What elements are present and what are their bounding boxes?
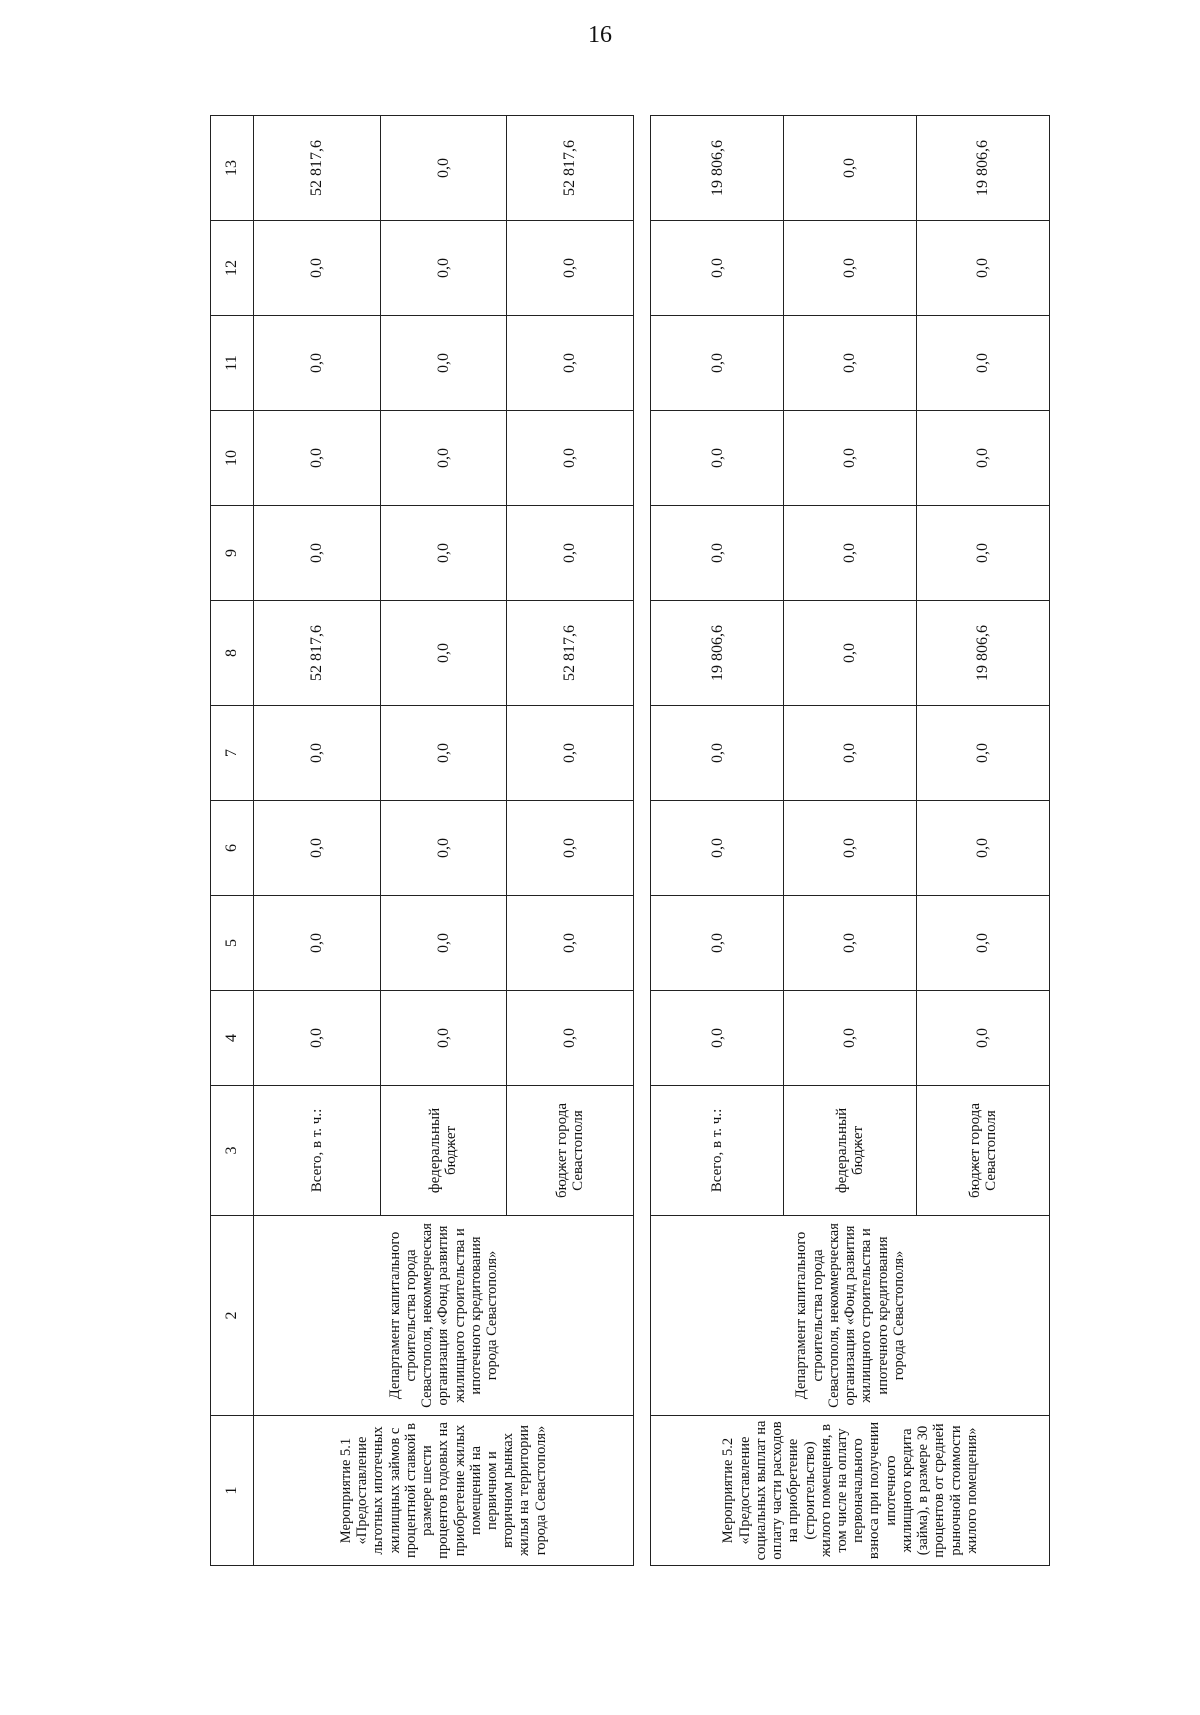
value-cell: 0,0: [651, 411, 784, 506]
value-cell: 0,0: [380, 411, 507, 506]
funding-source: бюджет города Севастополя: [507, 1086, 634, 1216]
value-cell: 52 817,6: [507, 116, 634, 221]
value-cell: 0,0: [254, 506, 381, 601]
value-cell: 0,0: [784, 411, 917, 506]
value-cell: 0,0: [380, 801, 507, 896]
value-cell: 0,0: [917, 991, 1050, 1086]
value-cell: 0,0: [784, 221, 917, 316]
executor-organization: Департамент капитального строительства города Севастополя, некоммерческая организация «Фонд развития жилищного строительства и ипотечного кредитования города Севастополя»: [651, 1216, 1050, 1416]
column-header: 9: [211, 506, 254, 601]
value-cell: 0,0: [917, 221, 1050, 316]
rotated-table-container: [210, 116, 1050, 1566]
column-header: 11: [211, 316, 254, 411]
column-header: 3: [211, 1086, 254, 1216]
value-cell: 0,0: [507, 411, 634, 506]
value-cell: 0,0: [651, 221, 784, 316]
value-cell: 0,0: [651, 896, 784, 991]
funding-table: [210, 115, 1050, 1566]
value-cell: 0,0: [784, 706, 917, 801]
value-cell: 0,0: [380, 506, 507, 601]
column-header: 10: [211, 411, 254, 506]
value-cell: 19 806,6: [651, 601, 784, 706]
value-cell: 0,0: [651, 801, 784, 896]
value-cell: 0,0: [254, 316, 381, 411]
column-header: 4: [211, 991, 254, 1086]
value-cell: 0,0: [507, 316, 634, 411]
value-cell: 0,0: [254, 991, 381, 1086]
value-cell: 0,0: [254, 801, 381, 896]
value-cell: 0,0: [917, 896, 1050, 991]
value-cell: 52 817,6: [254, 601, 381, 706]
value-cell: 52 817,6: [507, 601, 634, 706]
value-cell: 0,0: [254, 706, 381, 801]
separator-cell: [633, 116, 651, 1566]
value-cell: 0,0: [784, 506, 917, 601]
table-row: [651, 116, 784, 1566]
value-cell: 0,0: [507, 706, 634, 801]
value-cell: 19 806,6: [917, 601, 1050, 706]
funding-source: федеральный бюджет: [380, 1086, 507, 1216]
value-cell: 0,0: [507, 896, 634, 991]
funding-source: федеральный бюджет: [784, 1086, 917, 1216]
value-cell: 0,0: [917, 801, 1050, 896]
value-cell: 0,0: [507, 801, 634, 896]
value-cell: 0,0: [784, 801, 917, 896]
value-cell: 0,0: [651, 316, 784, 411]
value-cell: 0,0: [784, 116, 917, 221]
value-cell: 0,0: [507, 221, 634, 316]
value-cell: 0,0: [917, 706, 1050, 801]
column-header: 1: [211, 1416, 254, 1566]
value-cell: 0,0: [380, 896, 507, 991]
table-body: [254, 116, 1050, 1566]
executor-organization: Департамент капитального строительства города Севастополя, некоммерческая организация «Фонд развития жилищного строительства и ипотечного кредитования города Севастополя»: [254, 1216, 634, 1416]
table-row: [254, 116, 381, 1566]
value-cell: 0,0: [380, 601, 507, 706]
value-cell: 0,0: [651, 991, 784, 1086]
column-header: 5: [211, 896, 254, 991]
column-header: 7: [211, 706, 254, 801]
measure-description: Мероприятие 5.1 «Предоставление льготных ипотечных жилищных займов с процентной ставкой в размере шести процентов годовых на приобретение жилых помещений на первичном и вторичном рынках жилья на территории города Севастополя»: [254, 1416, 634, 1566]
value-cell: 0,0: [651, 506, 784, 601]
value-cell: 0,0: [917, 316, 1050, 411]
value-cell: 0,0: [507, 991, 634, 1086]
value-cell: 0,0: [254, 896, 381, 991]
value-cell: 0,0: [651, 706, 784, 801]
value-cell: 0,0: [784, 991, 917, 1086]
value-cell: 19 806,6: [651, 116, 784, 221]
value-cell: 0,0: [380, 706, 507, 801]
column-header: 12: [211, 221, 254, 316]
value-cell: 0,0: [917, 411, 1050, 506]
value-cell: 19 806,6: [917, 116, 1050, 221]
value-cell: 52 817,6: [254, 116, 381, 221]
value-cell: 0,0: [784, 316, 917, 411]
funding-source: Всего, в т. ч.:: [254, 1086, 381, 1216]
funding-source: бюджет города Севастополя: [917, 1086, 1050, 1216]
measure-description: Мероприятие 5.2 «Предоставление социальных выплат на оплату части расходов на приобретение (строительство) жилого помещения, в том числе на оплату первоначального взноса при получении ипотечного жилищного кредита (займа), в размере 30 процентов от средней рыночной стоимости жилого помещения»: [651, 1416, 1050, 1566]
value-cell: 0,0: [380, 991, 507, 1086]
value-cell: 0,0: [380, 316, 507, 411]
column-header: 8: [211, 601, 254, 706]
value-cell: 0,0: [507, 506, 634, 601]
value-cell: 0,0: [254, 221, 381, 316]
value-cell: 0,0: [784, 601, 917, 706]
funding-source: Всего, в т. ч.:: [651, 1086, 784, 1216]
value-cell: 0,0: [784, 896, 917, 991]
group-separator: [633, 116, 651, 1566]
value-cell: 0,0: [380, 221, 507, 316]
value-cell: 0,0: [254, 411, 381, 506]
column-header: 13: [211, 116, 254, 221]
column-header: 2: [211, 1216, 254, 1416]
column-header: 6: [211, 801, 254, 896]
value-cell: 0,0: [917, 506, 1050, 601]
page-number: 16: [588, 22, 612, 48]
header-row: [211, 116, 254, 1566]
value-cell: 0,0: [380, 116, 507, 221]
